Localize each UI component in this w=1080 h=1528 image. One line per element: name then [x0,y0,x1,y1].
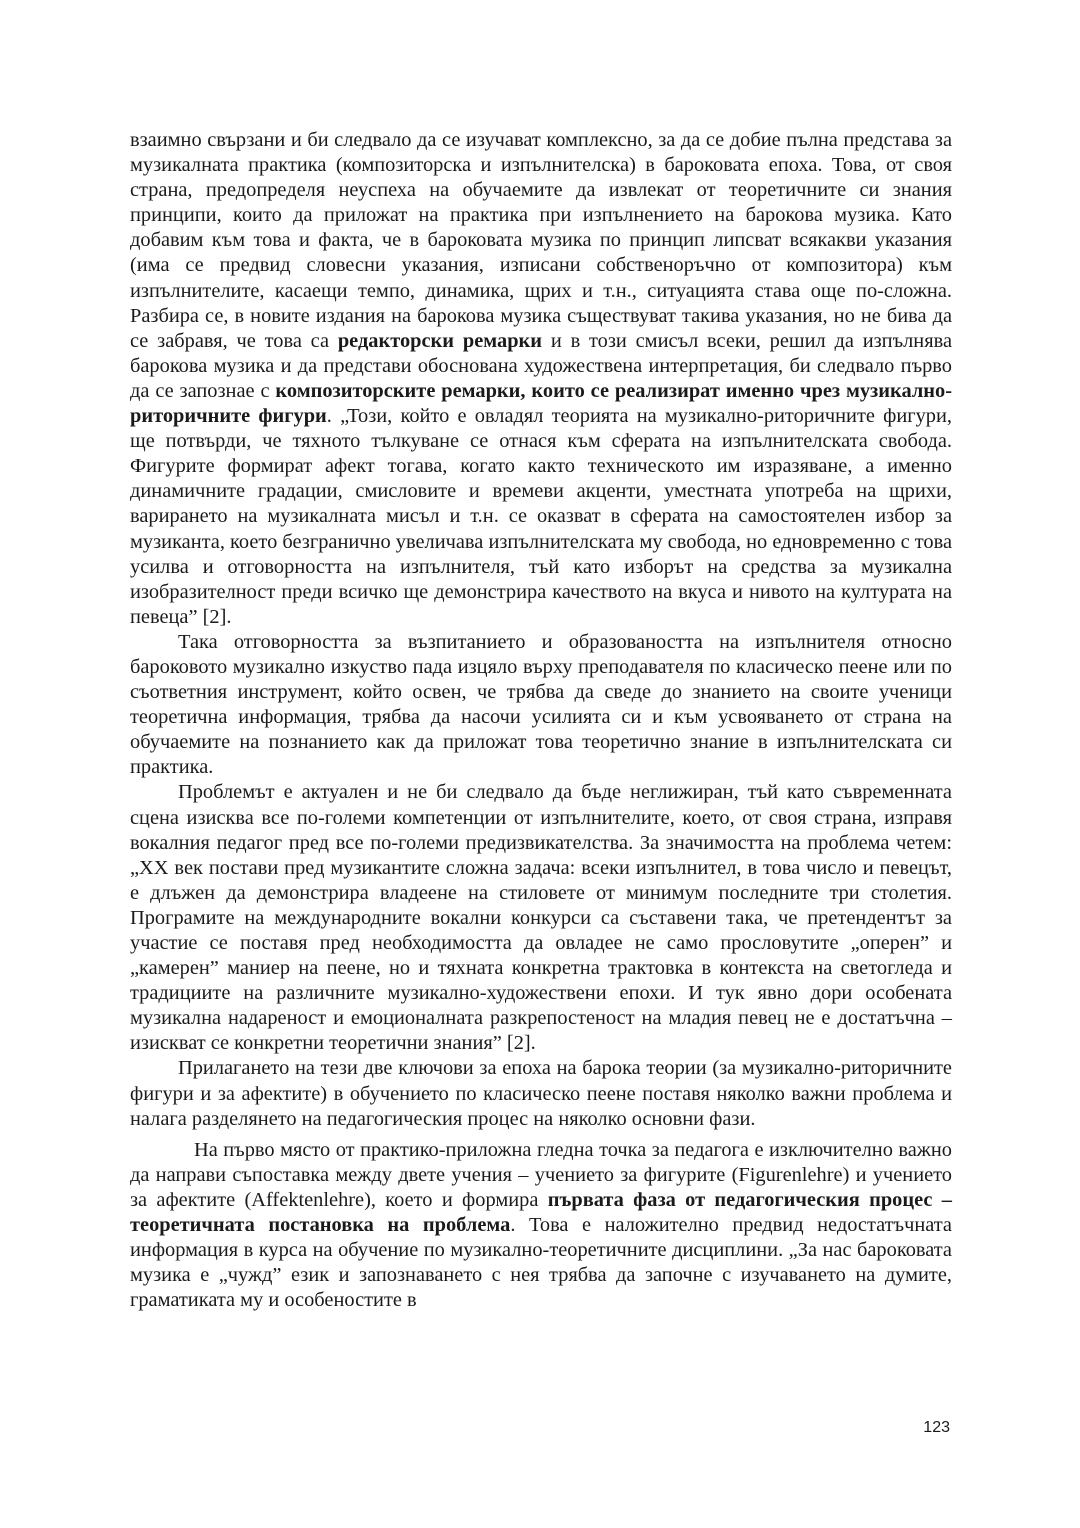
text-run: Прилагането на тези две ключови за епоха на барока теории (за музикално-риторичните фигури и за афектите) в обучението по класическо пеене поставя няколко важни проблема и налага разделянето на педагогическия процес на няколко основни фази. [130,1057,952,1130]
paragraph-continuation [130,128,952,630]
paragraph-application [130,1056,952,1131]
emphasis-editorial-remarks: редакторски ремарки [337,329,543,352]
paragraph-problem-relevance [130,780,952,1056]
text-run: Проблемът е актуален и не би следвало да бъде неглижиран, тъй като съвременната сцена изисква все по-големи компетенции от изпълнителите, което, от своя страна, изправя вокалния педагог пред все по-големи предизвикателства. За значимостта на проблема четем: „XX век постави пред музикантите сложна задача: всеки изпълнител, в това число и певецът, е длъжен да демонстрира владеене на стиловете от минимум последните три столетия. Програмите на международните вокални конкурси са съставени така, че претендентът за участие се поставя пред необходимостта да овладее не само прословутите „оперен” и „камерен” маниер на пеене, но и тяхната конкретна трактовка в контекста на светогледа и традициите на различните музикално-художествени епохи. И тук явно дори особената музикална надареност и емоционалната разкрепостеност на младия певец не е достатъчна – изискват се конкретни теоретични знания” [2]. [130,781,952,1055]
page-number: 123 [923,1419,950,1436]
text-run: Така отговорността за възпитанието и образоваността на изпълнителя относно бароковото музикално изкуство пада изцяло върху преподавателя по класическо пеене или по съответния инструмент, който освен, че трябва да сведе до знанието на своите ученици теоретична информация, трябва да насочи усилията си и към усвояването от страна на обучаемите на познанието как да приложат това теоретично знание в изпълнителската си практика. [130,630,952,779]
paragraph-first-phase [130,1138,952,1314]
emphasis-composer-remarks: композиторските ремарки, които се реализират именно чрез музикално-риторичните фигури [130,379,952,428]
body-text [130,128,952,1313]
emphasis-first-phase: първата фаза от педагогическия процес – теоретичната постановка на проблема [130,1188,952,1237]
text-run: . Това е наложително предвид недостатъчната информация в курса на обучение по музикално-теоретичните дисциплини. „За нас бароковата музика е „чужд” език и запознаването с нея трябва да започне с изучаването на думите, граматиката му и особеностите в [130,1214,952,1312]
text-run: На първо място от практико-приложна гледна точка за педагога е изключително важно да направи съпоставка между двете учения – учението за фигурите (Figurenlehre) и учението за афектите (Affektenlehre), което и формира [130,1138,952,1211]
text-run: . „Този, който е овладял теорията на музикално-риторичните фигури, ще потвърди, че тяхното тълкуване се отнася към сферата на изпълнителската свобода. Фигурите формират афект тогава, когато както техническото им изразяване, а именно динамичните градации, смисловите и времеви акценти, уместната употреба на щрихи, варирането на музикалната мисъл и т.н. се оказват в сферата на самостоятелен избор за музиканта, което безгранично увеличава изпълнителската му свобода, но едновременно с това усилва и отговорността на изпълнителя, тъй като изборът на средства за музикална изобразителност преди всичко ще демонстрира качеството на вкуса и нивото на културата на певеца” [2]. [130,405,953,628]
paragraph-responsibility [130,630,952,781]
text-run: взаимно свързани и би следвало да се изучават комплексно, за да се добие пълна представа за музикалната практика (композиторска и изпълнителска) в бароковата епоха. Това, от своя страна, предопределя неуспеха на обучаемите да извлекат от теоретичните си знания принципи, които да приложат на практика при изпълнението на барокова музика. Като добавим към това и факта, че в бароковата музика по принцип липсват всякакви указания (има се предвид словесни указания, изписани собственоръчно от композитора) към изпълнителите, касаещи темпо, динамика, щрих и т.н., ситуацията става още по-сложна. Разбира се, в новите издания на барокова музика съществуват такива указания, но не бива да се забравя, че това са [130,129,952,352]
text-run: и в този смисъл всеки, решил да изпълнява барокова музика и да представи обоснована художествена интерпретация, би следвало първо да се запознае с [130,329,953,402]
